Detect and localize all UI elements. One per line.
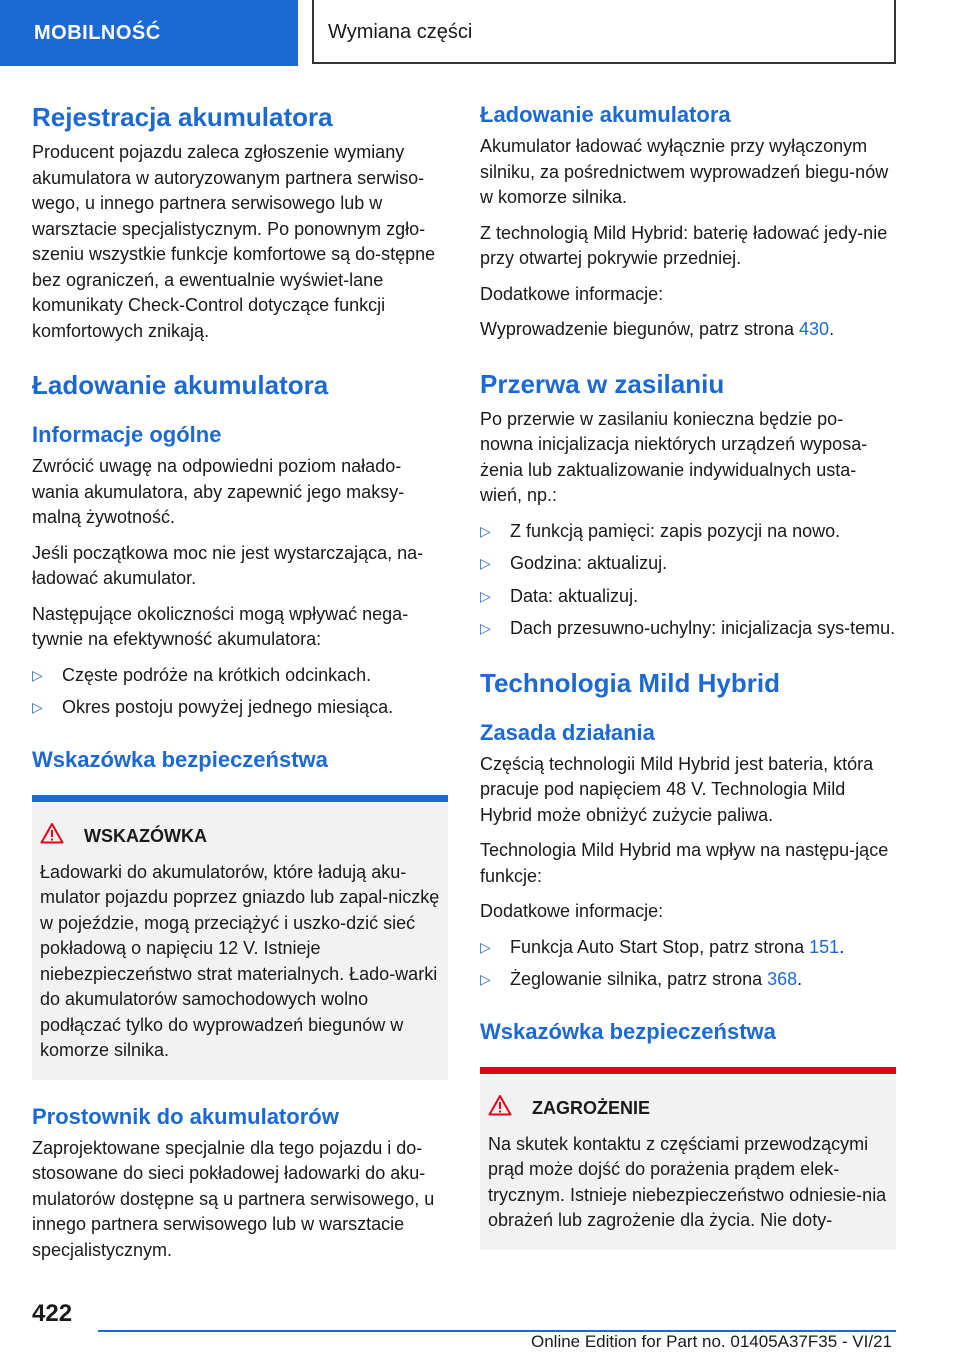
paragraph-general-3: Następujące okoliczności mogą wpływać nega-tywnie na efektywność akumulatora: xyxy=(32,603,409,649)
heading-charging-battery: Ładowanie akumulatora xyxy=(480,102,731,127)
right-column xyxy=(480,100,896,1272)
warning-box xyxy=(32,795,448,1080)
list-item: ▷ Okres postoju powyżej jednego miesiąca. xyxy=(32,695,448,721)
heading-power-interruption: Przerwa w zasilaniu xyxy=(480,368,725,399)
heading-battery-registration: Rejestracja akumulatora xyxy=(32,102,333,132)
warning-triangle-icon xyxy=(40,822,64,844)
page-link-430[interactable]: 430 xyxy=(799,319,830,339)
section-title: MOBILNOŚĆ xyxy=(0,0,298,66)
reference-poles: Wyprowadzenie biegunów, patrz strona 430. xyxy=(480,319,835,339)
list-item: ▷ Funkcja Auto Start Stop, patrz strona 151. xyxy=(480,935,896,961)
list-item: ▷ Żeglowanie silnika, patrz strona 368. xyxy=(480,967,896,993)
triangle-bullet-icon: ▷ xyxy=(480,971,491,987)
paragraph-charging-1: Akumulator ładować wyłącznie przy wyłączonym silniku, za pośrednictwem wyprowadzeń biegu-nów w komorze silnika. xyxy=(480,136,889,207)
triangle-bullet-icon: ▷ xyxy=(480,938,491,955)
list-item: ▷ Data: aktualizuj. xyxy=(480,584,896,610)
list-item: ▷ Godzina: aktualizuj. xyxy=(480,551,896,577)
paragraph-principle-3: Dodatkowe informacje: xyxy=(480,901,664,921)
list-general xyxy=(32,663,448,721)
topic-title: Wymiana części xyxy=(312,0,896,64)
page-number: 422 xyxy=(32,1300,73,1327)
triangle-bullet-icon: ▷ xyxy=(480,587,491,604)
heading-battery-rectifier: Prostownik do akumulatorów xyxy=(32,1103,339,1129)
warning-triangle-icon xyxy=(488,1094,512,1116)
edition-note: Online Edition for Part no. 01405A37F35 - VI/21 xyxy=(530,1332,892,1351)
page-link-368[interactable]: 368 xyxy=(767,969,798,989)
paragraph-principle-2: Technologia Mild Hybrid ma wpływ na następu-jące funkcje: xyxy=(480,840,889,886)
heading-safety-note-2: Wskazówka bezpieczeństwa xyxy=(480,1018,776,1044)
list-item: ▷ Częste podróże na krótkich odcinkach. xyxy=(32,663,448,689)
left-column xyxy=(32,100,448,1273)
list-item: ▷ Dach przesuwno-uchylny: inicjalizacja sys-temu. xyxy=(480,616,896,642)
paragraph-power: Po przerwie w zasilaniu konieczna będzie po-nowna inicjalizacja niektórych urządzeń wyposa-żenia lub zaktualizowanie indywidualnych usta-wień, np.: xyxy=(480,408,868,505)
heading-principle: Zasada działania xyxy=(480,719,655,745)
warning-title: WSKAZÓWKA xyxy=(32,818,448,854)
danger-box xyxy=(480,1067,896,1250)
heading-general-info: Informacje ogólne xyxy=(32,422,222,447)
triangle-bullet-icon: ▷ xyxy=(480,522,491,539)
paragraph-general-2: Jeśli początkowa moc nie jest wystarczająca, na-ładować akumulator. xyxy=(32,542,424,588)
danger-text: Na skutek kontaktu z częściami przewodzącymi prąd może dojść do porażenia prądem elek-trycznym. Istnieje niebezpieczeństwo odniesie-nia obrażeń lub zagrożenie dla życia. Nie doty- xyxy=(488,1133,887,1230)
paragraph-rectifier: Zaprojektowane specjalnie dla tego pojazdu i do-stosowane do sieci pokładowej ładowarki do aku-mulatorów dostępne są u partnera serwisowego, u innego partnera serwisowego lub w warsztacie specjalistycznym. xyxy=(32,1137,435,1260)
danger-title: ZAGROŻENIE xyxy=(480,1090,896,1126)
triangle-bullet-icon: ▷ xyxy=(32,666,43,683)
paragraph-registration: Producent pojazdu zaleca zgłoszenie wymiany akumulatora w autoryzowanym partnera serwiso-wego, u innego partnera serwisowego lub w warsztacie specjalistycznym. Po ponownym zgło-szeniu wszystkie funkcje komfortowe są do-stępne bez ograniczeń, a ewentualnie wyświet-lane komunikaty Check-Control dotyczące funkcji komfortowych znikają. xyxy=(32,142,436,341)
heading-mild-hybrid: Technologia Mild Hybrid xyxy=(480,667,780,698)
page-link-151[interactable]: 151 xyxy=(809,936,840,957)
list-mild-hybrid xyxy=(480,935,896,993)
paragraph-charging-3: Dodatkowe informacje: xyxy=(480,283,664,304)
triangle-bullet-icon: ▷ xyxy=(480,620,491,636)
page-header xyxy=(0,0,960,66)
paragraph-principle-1: Częścią technologii Mild Hybrid jest bateria, która pracuje pod napięciem 48 V. Technologia Mild Hybrid może obniżyć zużycie paliwa. xyxy=(480,753,874,825)
heading-safety-note: Wskazówka bezpieczeństwa xyxy=(32,746,328,772)
warning-text: Ładowarki do akumulatorów, które ładują aku-mulator pojazdu poprzez gniazdo lub zapal-niczkę w pojeździe, mogą przeciążyć i uszko-dzić sieć pokładową o napięciu 12 V. Istnieje niebezpieczeństwo strat materialnych. Łado-warki do akumulatorów samochodowych wolno podłączać tylko do wyprowadzeń biegunów w komorze silnika. xyxy=(40,861,440,1060)
heading-battery-charging: Ładowanie akumulatora xyxy=(32,370,329,400)
list-item: ▷ Z funkcją pamięci: zapis pozycji na nowo. xyxy=(480,519,896,545)
paragraph-general-1: Zwrócić uwagę na odpowiedni poziom nałado-wania akumulatora, aby zapewnić jego maksy-malną żywotność. xyxy=(32,456,405,527)
triangle-bullet-icon: ▷ xyxy=(32,699,43,715)
list-power xyxy=(480,519,896,642)
triangle-bullet-icon: ▷ xyxy=(480,555,491,571)
paragraph-charging-2: Z technologią Mild Hybrid: baterię ładować jedy-nie przy otwartej pokrywie przedniej. xyxy=(480,222,888,268)
